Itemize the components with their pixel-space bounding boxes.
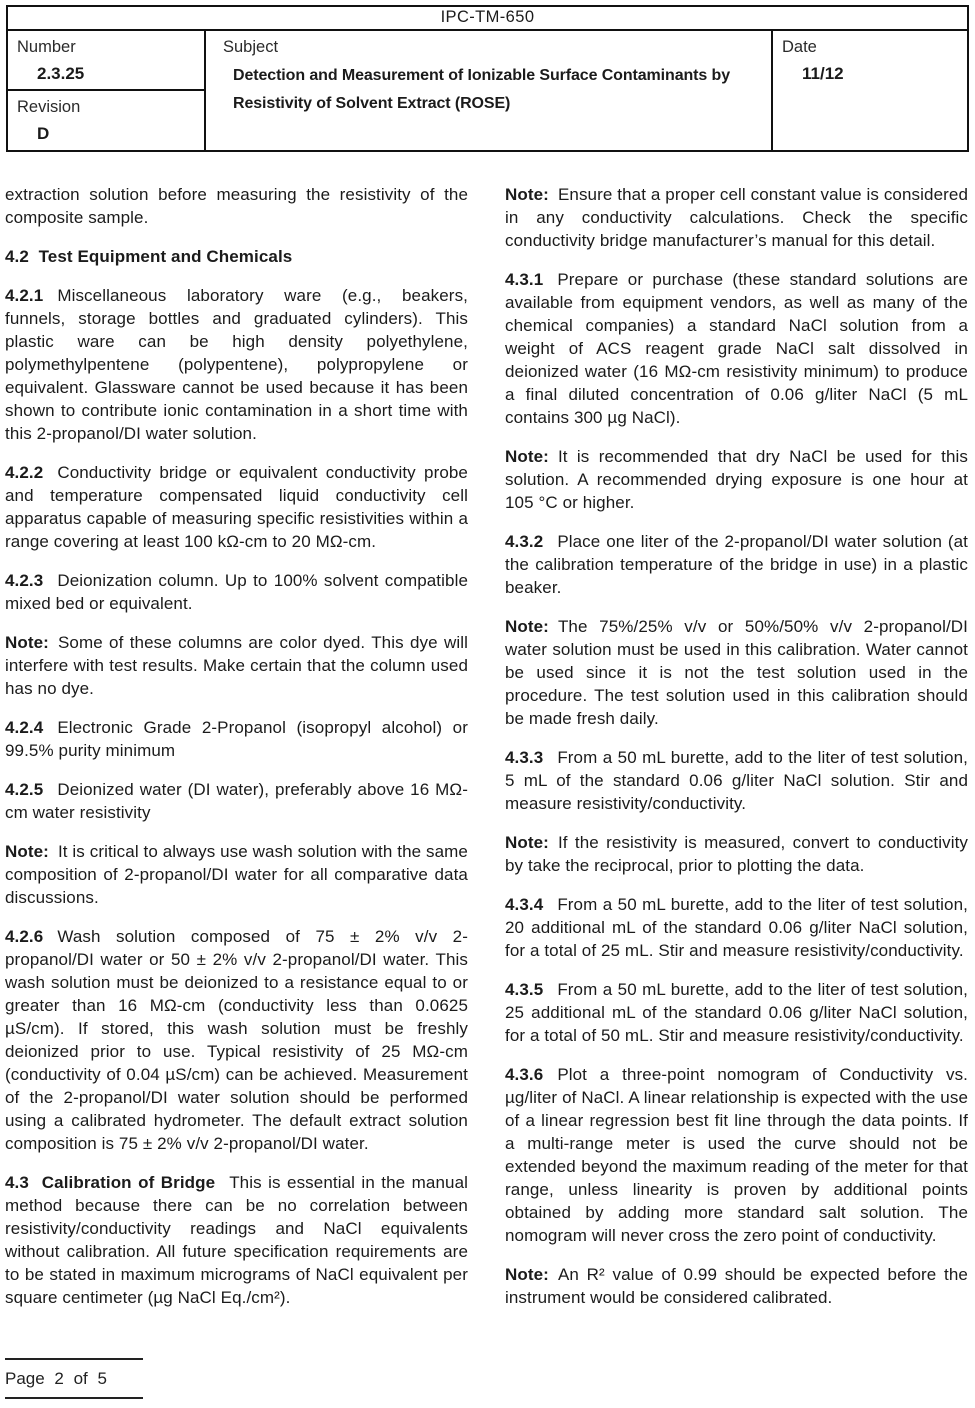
number-cell [8,31,204,91]
paragraph-text: If the resistivity is measured, convert to conductivity by take the reciprocal, prior to plotting the data. [505,833,968,875]
subject-cell [206,31,771,150]
subject-label: Subject [223,38,279,56]
paragraph-lead: 4.2.3 [5,571,44,590]
paragraph [505,893,968,962]
paragraph-text: Ensure that a proper cell constant value is considered in any conductivity calculations. Check the specific conductivity bridge manufacturer’s manual for this detail. [505,185,968,250]
paragraph-text: It is critical to always use wash solution with the same composition of 2-propanol/DI water for all comparative data discussions. [5,842,468,907]
paragraph-lead: 4.3.4 [505,895,544,914]
paragraph [505,268,968,429]
paragraph-lead: Note: [505,617,549,636]
paragraph-text: From a 50 mL burette, add to the liter of test solution, 20 additional mL of the standard 0.06 g/liter NaCl solution, for a total of 25 mL. Stir and measure resistivity/conductivity. [505,895,968,960]
paragraph-text: Some of these columns are color dyed. This dye will interfere with test results. Make certain that the column used has no dye. [5,633,468,698]
paragraph-lead: 4.3.2 [505,532,544,551]
paragraph [5,1171,468,1309]
paragraph-text: From a 50 mL burette, add to the liter of test solution, 25 additional mL of the standard 0.06 g/liter NaCl solution, for a total of 50 mL. Stir and measure resistivity/conductivity. [505,980,968,1045]
paragraph [5,569,468,615]
paragraph-lead: Note: [505,447,549,466]
paragraph-text: Deionization column. Up to 100% solvent compatible mixed bed or equivalent. [5,571,468,613]
footer-rule-top [5,1358,143,1360]
paragraph [5,778,468,824]
subject-title [233,62,771,118]
paragraph-text: Conductivity bridge or equivalent conductivity probe and temperature compensated liquid conductivity cell apparatus capable of measuring specific resistivities within a range covering at least 100 kΩ-cm to 20 MΩ-cm. [5,463,468,551]
paragraph-lead: 4.3 Calibration of Bridge [5,1173,216,1192]
number-label: Number [17,38,76,56]
paragraph-text: Electronic Grade 2-Propanol (isopropyl alcohol) or 99.5% purity minimum [5,718,468,760]
paragraph-text: extraction solution before measuring the resistivity of the composite sample. [5,185,468,227]
footer-rule-bottom [5,1397,143,1399]
paragraph [505,1063,968,1247]
paragraph [5,284,468,445]
paragraph-text: Miscellaneous laboratory ware (e.g., beakers, funnels, storage bottles and graduated cylinders). This plastic ware can be high density polyethylene, polymethylpentene (polypentene), polypropylene or equivalent. Glassware cannot be used because it has been shown to contribute ionic contamination in a short time with this 2-propanol/DI water solution. [5,286,468,443]
paragraph [5,183,468,229]
header-left-column [8,31,206,150]
paragraph [5,245,468,268]
paragraph [5,716,468,762]
paragraph [505,978,968,1047]
paragraph-lead: 4.2.6 [5,927,44,946]
page-footer [5,1358,205,1399]
paragraph-text: Place one liter of the 2-propanol/DI water solution (at the calibration temperature of the bridge in use) in a plastic beaker. [505,532,968,597]
paragraph [505,1263,968,1309]
page-number: Page 2 of 5 [5,1369,107,1388]
body-left-column [5,183,468,1325]
paragraph-lead: Note: [5,842,49,861]
revision-label: Revision [17,98,81,116]
paragraph [5,631,468,700]
paragraph-lead: 4.2 Test Equipment and Chemicals [5,247,293,266]
doc-title: IPC-TM-650 [8,7,967,31]
paragraph [505,746,968,815]
paragraph-text: Deionized water (DI water), preferably above 16 MΩ-cm water resistivity [5,780,468,822]
paragraph-lead: 4.2.2 [5,463,44,482]
paragraph-lead: 4.2.5 [5,780,44,799]
paragraph-text: The 75%/25% v/v or 50%/50% v/v 2-propanol/DI water solution must be used in this calibration. Water cannot be used since it is not the test solution used in the procedure. The test solution used in this calibration should be made fresh daily. [505,617,968,728]
paragraph-text: Prepare or purchase (these standard solutions are available from equipment vendors, as well as many of the chemical companies) a standard NaCl solution from a weight of ACS reagent grade NaCl salt dissolved in deionized water (16 MΩ-cm resistivity minimum) to produce a final diluted concentration of 0.06 g/liter NaCl (5 mL contains 300 µg NaCl). [505,270,968,427]
subject-title-line1: Detection and Measurement of Ionizable Surface Contaminants by [233,67,731,84]
body-right-column [505,183,968,1325]
paragraph-text: From a 50 mL burette, add to the liter of test solution, 5 mL of the standard 0.06 g/liter NaCl solution. Stir and measure resistivity/conductivity. [505,748,968,813]
paragraph-lead: 4.3.1 [505,270,544,289]
paragraph-lead: Note: [5,633,49,652]
date-cell [771,31,967,150]
paragraph-text: It is recommended that dry NaCl be used for this solution. A recommended drying exposure is one hour at 105 °C or higher. [505,447,968,512]
body-columns [5,183,968,1325]
paragraph [505,615,968,730]
paragraph [505,831,968,877]
paragraph-lead: Note: [505,185,549,204]
paragraph-text: Plot a three-point nomogram of Conductivity vs. µg/liter of NaCl. A linear relationship is expected with the use of a linear regression best fit line through the data points. If a multi-range meter is used the curve should not be extended beyond the maximum reading of the meter for that range, unless linearity is proven by additional points obtained by adding more standard salt solution. The nomogram will never cross the zero point of conductivity. [505,1065,968,1245]
paragraph-lead: 4.2.4 [5,718,44,737]
revision-cell [8,91,204,150]
number-value: 2.3.25 [37,64,85,83]
paragraph [5,461,468,553]
header-grid [8,31,967,150]
paragraph-text: Wash solution composed of 75 ± 2% v/v 2-propanol/DI water or 50 ± 2% v/v 2-propanol/DI water. This wash solution must be deionized to a resistance equal to or greater than 16 MΩ-cm (conductivity less than 0.0625 µS/cm). If stored, this wash solution must be freshly deionized prior to use. Typical resistivity of 25 MΩ-cm (conductivity of 0.04 µS/cm) can be achieved. Measurement of the 2-propanol/DI water solution should be performed using a calibrated hydrometer. The default extract solution composition is 75 ± 2% v/v 2-propanol/DI water. [5,927,468,1153]
paragraph-lead: 4.2.1 [5,286,44,305]
paragraph-lead: 4.3.5 [505,980,544,999]
paragraph [505,530,968,599]
paragraph-text: An R² value of 0.99 should be expected before the instrument would be considered calibrated. [505,1265,968,1307]
revision-value: D [37,124,50,143]
paragraph [505,183,968,252]
paragraph-text: This is essential in the manual method because there can be no correlation between resistivity/conductivity readings and NaCl equivalents without calibration. All future specification requirements are to be stated in maximum micrograms of NaCl equivalent per square centimeter (µg NaCl Eq./cm²). [5,1173,468,1307]
date-label: Date [782,38,817,56]
paragraph-lead: 4.3.6 [505,1065,544,1084]
paragraph [5,925,468,1155]
paragraph [5,840,468,909]
header-table [6,5,969,152]
date-value: 11/12 [802,64,844,83]
paragraph-lead: Note: [505,1265,549,1284]
paragraph-lead: Note: [505,833,549,852]
paragraph-lead: 4.3.3 [505,748,544,767]
subject-title-line2: Resistivity of Solvent Extract (ROSE) [233,95,511,112]
paragraph [505,445,968,514]
